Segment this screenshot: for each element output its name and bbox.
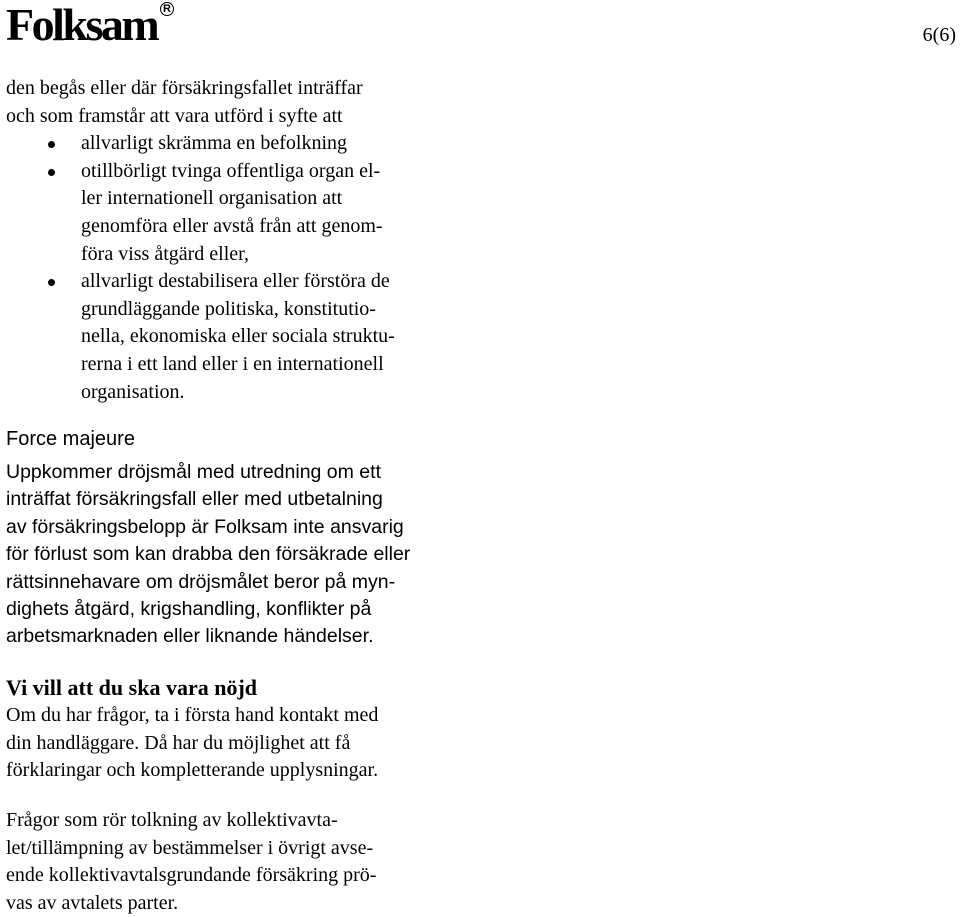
force-majeure-section bbox=[6, 426, 486, 651]
bullet-line: allvarligt destabilisera eller förstöra de bbox=[81, 270, 390, 293]
registered-trademark-icon: R bbox=[160, 2, 174, 16]
bullet-icon bbox=[48, 169, 55, 176]
section-heading: Vi vill att du ska vara nöjd bbox=[6, 675, 258, 700]
paragraph-line: Om du har frågor, ta i första hand kontakt med bbox=[6, 704, 379, 726]
paragraph-line: dighets åtgärd, krigshandling, konflikter på bbox=[6, 598, 372, 621]
bullet-item bbox=[6, 268, 466, 406]
paragraph-line: vas av avtalets parter. bbox=[6, 891, 179, 914]
bullet-line: otillbörligt tvinga offentliga organ el- bbox=[81, 159, 381, 182]
bullet-line: grundläggande politiska, konstitutio- bbox=[81, 297, 376, 320]
intro-line: och som framstår att vara utförd i syfte att bbox=[6, 104, 343, 127]
bullet-line: nella, ekonomiska eller sociala struktu- bbox=[81, 325, 395, 348]
paragraph-line: let/tillämpning av bestämmelser i övrigt avse- bbox=[6, 836, 374, 859]
paragraph-line: ende kollektivavtalsgrundande försäkring prö- bbox=[6, 864, 377, 887]
intro-line: den begås eller där försäkringsfallet inträffar bbox=[6, 77, 363, 99]
terrorism-definition bbox=[6, 75, 466, 406]
paragraph-line: av försäkringsbelopp är Folksam inte ansvarig bbox=[6, 515, 404, 538]
paragraph-line: för förlust som kan drabba den försäkrade eller bbox=[6, 543, 411, 566]
paragraph-line: rättsinnehavare om dröjsmålet beror på myn- bbox=[6, 570, 396, 593]
bullet-line: allvarligt skrämma en befolkning bbox=[81, 132, 348, 155]
bullet-line: föra viss åtgärd eller, bbox=[81, 242, 250, 265]
folksam-logo: Folksam bbox=[6, 0, 158, 50]
paragraph-line: Frågor som rör tolkning av kollektivavta- bbox=[6, 809, 338, 831]
section-heading: Force majeure bbox=[6, 428, 135, 450]
paragraph-line: inträffat försäkringsfall eller med utbetalning bbox=[6, 488, 383, 511]
page-number: 6(6) bbox=[922, 24, 956, 46]
paragraph-line: Uppkommer dröjsmål med utredning om ett bbox=[6, 461, 381, 483]
bullet-line: ler internationell organisation att bbox=[81, 187, 343, 210]
bullet-line: rerna i ett land eller i en internationell bbox=[81, 352, 384, 375]
bullet-line: organisation. bbox=[81, 380, 185, 403]
collective-agreement-paragraph bbox=[6, 807, 486, 917]
paragraph-line: förklaringar och kompletterande upplysningar. bbox=[6, 759, 379, 782]
paragraph-line: arbetsmarknaden eller liknande händelser. bbox=[6, 625, 374, 648]
satisfaction-section bbox=[6, 674, 486, 785]
bullet-line: genomföra eller avstå från att genom- bbox=[81, 214, 383, 237]
bullet-item bbox=[6, 158, 466, 268]
bullet-item bbox=[6, 130, 466, 158]
paragraph-line: din handläggare. Då har du möjlighet att få bbox=[6, 731, 351, 754]
